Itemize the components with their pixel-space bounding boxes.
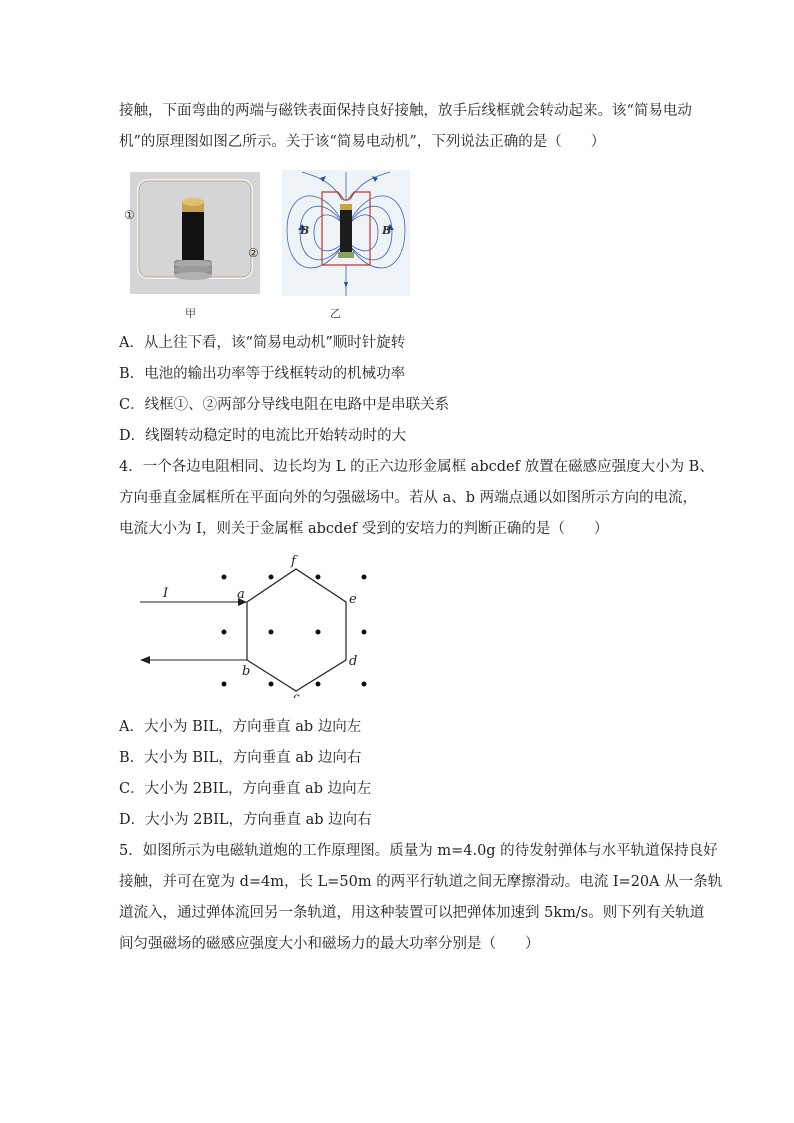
q4-stem-line2: 方向垂直金属框所在平面向外的匀强磁场中。若从 a、b 两端点通以如图所示方向的电流， [119,490,698,506]
fig-label-1: ① [124,208,135,222]
hexagon-circuit-diagram [130,553,380,702]
caption-jia: 甲 [185,307,196,320]
vertex-label-d: d [349,654,358,669]
vertex-label-f: f [291,554,296,569]
q5-stem-line4: 间匀强磁场的磁感应强度大小和磁场力的最大功率分别是（ ） [119,936,540,952]
caption-yi: 乙 [330,307,341,320]
q4-option-c[interactable]: C．大小为 2BIL，方向垂直 ab 边向左 [119,781,372,797]
q4-option-d[interactable]: D．大小为 2BIL，方向垂直 ab 边向右 [119,812,372,828]
q4-stem-line3: 电流大小为 I，则关于金属框 abcdef 受到的安培力的判断正确的是（ ） [119,521,609,537]
vertex-label-e: e [349,592,357,607]
q3-option-a[interactable]: A．从上往下看，该“简易电动机”顺时针旋转 [119,335,406,351]
fig-label-2: ② [248,246,259,260]
q3-stem-line2: 机”的原理图如图乙所示。关于该“简易电动机”，下列说法正确的是（ ） [119,134,606,150]
q4-option-a[interactable]: A．大小为 BIL，方向垂直 ab 边向左 [119,719,362,735]
hexagon-frame [247,569,346,691]
q3-option-b[interactable]: B．电池的输出功率等于线框转动的机械功率 [119,366,406,382]
q4-option-b[interactable]: B．大小为 BIL，方向垂直 ab 边向右 [119,750,362,766]
q3-option-d[interactable]: D．线圈转动稳定时的电流比开始转动时的大 [119,428,407,444]
q3-stem-line1: 接触，下面弯曲的两端与磁铁表面保持良好接触，放手后线框就会转动起来。该“简易电动 [119,103,692,119]
vertex-label-a: a [237,587,245,602]
q5-stem-line2: 接触，并可在宽为 d=4m，长 L=50m 的两平行轨道之间无摩擦滑动。电流 I=20A 从一条轨 [119,874,723,890]
q5-stem-line1: 5．如图所示为电磁轨道炮的工作原理图。质量为 m=4.0g 的待发射弹体与水平轨道保持良好 [119,843,718,859]
q5-stem-line3: 道流入，通过弹体流回另一条轨道，用这种装置可以把弹体加速到 5km/s。则下列有关轨道 [119,905,705,921]
vertex-label-c: c [293,690,300,698]
motor-photo [130,172,260,294]
q4-stem-line1: 4．一个各边电阻相同、边长均为 L 的正六边形金属框 abcdef 放置在磁感应强度大小为 B、 [119,459,714,475]
field-label-b-left: B [300,224,310,237]
q3-option-c[interactable]: C．线框①、②两部分导线电阻在电路中是串联关系 [119,397,450,413]
vertex-label-b: b [242,664,251,679]
label-current-I: I [163,586,169,601]
field-label-b-right: B [382,224,392,237]
